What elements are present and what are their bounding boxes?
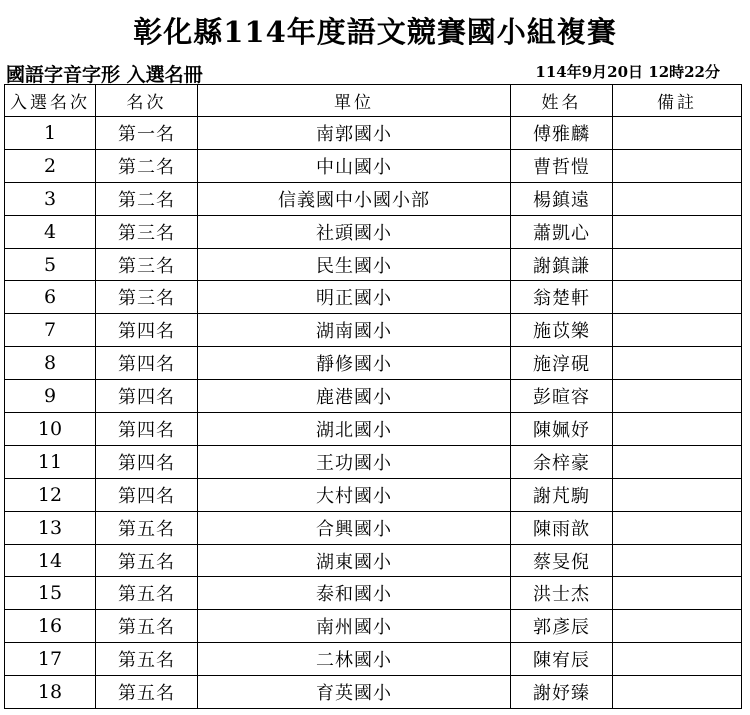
- cell-name: 陳雨歆: [511, 511, 613, 544]
- cell-place: 第五名: [96, 511, 198, 544]
- cell-rank: 12: [5, 478, 96, 511]
- cell-unit: 民生國小: [198, 248, 511, 281]
- cell-rank: 5: [5, 248, 96, 281]
- cell-unit: 王功國小: [198, 445, 511, 478]
- cell-unit: 中山國小: [198, 149, 511, 182]
- cell-place: 第四名: [96, 314, 198, 347]
- cell-place: 第三名: [96, 215, 198, 248]
- cell-note: [613, 478, 742, 511]
- cell-note: [613, 248, 742, 281]
- table-header-row: [5, 85, 742, 117]
- cell-rank: 1: [5, 117, 96, 150]
- cell-place: 第二名: [96, 182, 198, 215]
- cell-unit: 二林國小: [198, 643, 511, 676]
- cell-rank: 15: [5, 577, 96, 610]
- cell-place: 第四名: [96, 478, 198, 511]
- table-row: [5, 248, 742, 281]
- cell-note: [613, 676, 742, 709]
- column-header-place: 名次: [96, 85, 198, 117]
- cell-rank: 6: [5, 281, 96, 314]
- table-row: [5, 380, 742, 413]
- cell-rank: 13: [5, 511, 96, 544]
- cell-place: 第二名: [96, 149, 198, 182]
- cell-place: 第三名: [96, 248, 198, 281]
- table-row: [5, 281, 742, 314]
- table-row: [5, 610, 742, 643]
- cell-note: [613, 380, 742, 413]
- cell-name: 謝妤臻: [511, 676, 613, 709]
- cell-name: 陳姵妤: [511, 413, 613, 446]
- cell-rank: 18: [5, 676, 96, 709]
- table-row: [5, 149, 742, 182]
- cell-name: 曹哲愷: [511, 149, 613, 182]
- cell-note: [613, 314, 742, 347]
- cell-place: 第五名: [96, 577, 198, 610]
- cell-unit: 湖東國小: [198, 544, 511, 577]
- cell-name: 蕭凱心: [511, 215, 613, 248]
- table-row: [5, 577, 742, 610]
- cell-name: 翁楚軒: [511, 281, 613, 314]
- cell-rank: 11: [5, 445, 96, 478]
- table-row: [5, 643, 742, 676]
- cell-place: 第四名: [96, 413, 198, 446]
- cell-rank: 8: [5, 347, 96, 380]
- cell-rank: 17: [5, 643, 96, 676]
- cell-rank: 2: [5, 149, 96, 182]
- cell-name: 余梓豪: [511, 445, 613, 478]
- table-row: [5, 182, 742, 215]
- cell-unit: 湖北國小: [198, 413, 511, 446]
- cell-place: 第一名: [96, 117, 198, 150]
- cell-note: [613, 544, 742, 577]
- cell-place: 第五名: [96, 610, 198, 643]
- table-row: [5, 347, 742, 380]
- cell-note: [613, 117, 742, 150]
- cell-unit: 大村國小: [198, 478, 511, 511]
- cell-rank: 4: [5, 215, 96, 248]
- table-row: [5, 478, 742, 511]
- cell-name: 陳宥辰: [511, 643, 613, 676]
- timestamp: 114年9月20日 12時22分: [535, 63, 720, 81]
- cell-name: 施淳硯: [511, 347, 613, 380]
- column-header-unit: 單位: [198, 85, 511, 117]
- table-row: [5, 314, 742, 347]
- cell-unit: 社頭國小: [198, 215, 511, 248]
- cell-rank: 14: [5, 544, 96, 577]
- cell-rank: 10: [5, 413, 96, 446]
- cell-unit: 南郭國小: [198, 117, 511, 150]
- cell-note: [613, 149, 742, 182]
- cell-name: 謝芃駒: [511, 478, 613, 511]
- cell-unit: 鹿港國小: [198, 380, 511, 413]
- table-row: [5, 413, 742, 446]
- cell-name: 楊鎮遠: [511, 182, 613, 215]
- cell-rank: 9: [5, 380, 96, 413]
- cell-name: 謝鎮謙: [511, 248, 613, 281]
- cell-unit: 育英國小: [198, 676, 511, 709]
- cell-note: [613, 511, 742, 544]
- cell-rank: 7: [5, 314, 96, 347]
- cell-unit: 靜修國小: [198, 347, 511, 380]
- cell-note: [613, 577, 742, 610]
- cell-note: [613, 413, 742, 446]
- page-title: 彰化縣114年度語文競賽國小組複賽: [133, 15, 617, 49]
- cell-place: 第五名: [96, 544, 198, 577]
- table-row: [5, 117, 742, 150]
- cell-name: 彭暄容: [511, 380, 613, 413]
- cell-note: [613, 215, 742, 248]
- table-row: [5, 544, 742, 577]
- table-row: [5, 445, 742, 478]
- cell-place: 第四名: [96, 347, 198, 380]
- cell-name: 洪士杰: [511, 577, 613, 610]
- category-subtitle: 國語字音字形 入選名冊: [6, 64, 203, 86]
- cell-place: 第三名: [96, 281, 198, 314]
- cell-place: 第五名: [96, 676, 198, 709]
- cell-unit: 泰和國小: [198, 577, 511, 610]
- cell-unit: 明正國小: [198, 281, 511, 314]
- cell-unit: 湖南國小: [198, 314, 511, 347]
- cell-unit: 合興國小: [198, 511, 511, 544]
- table-row: [5, 511, 742, 544]
- table-row: [5, 215, 742, 248]
- column-header-note: 備註: [613, 85, 742, 117]
- cell-note: [613, 347, 742, 380]
- cell-name: 施苡樂: [511, 314, 613, 347]
- cell-place: 第四名: [96, 380, 198, 413]
- results-table: [4, 84, 742, 709]
- cell-rank: 16: [5, 610, 96, 643]
- column-header-rank: 入選名次: [5, 85, 96, 117]
- column-header-name: 姓名: [511, 85, 613, 117]
- cell-rank: 3: [5, 182, 96, 215]
- cell-name: 郭彥辰: [511, 610, 613, 643]
- cell-unit: 南州國小: [198, 610, 511, 643]
- cell-note: [613, 643, 742, 676]
- cell-note: [613, 281, 742, 314]
- cell-note: [613, 445, 742, 478]
- cell-name: 蔡旻倪: [511, 544, 613, 577]
- cell-note: [613, 610, 742, 643]
- cell-place: 第五名: [96, 643, 198, 676]
- table-row: [5, 676, 742, 709]
- cell-place: 第四名: [96, 445, 198, 478]
- cell-name: 傅雅麟: [511, 117, 613, 150]
- cell-unit: 信義國中小國小部: [198, 182, 511, 215]
- cell-note: [613, 182, 742, 215]
